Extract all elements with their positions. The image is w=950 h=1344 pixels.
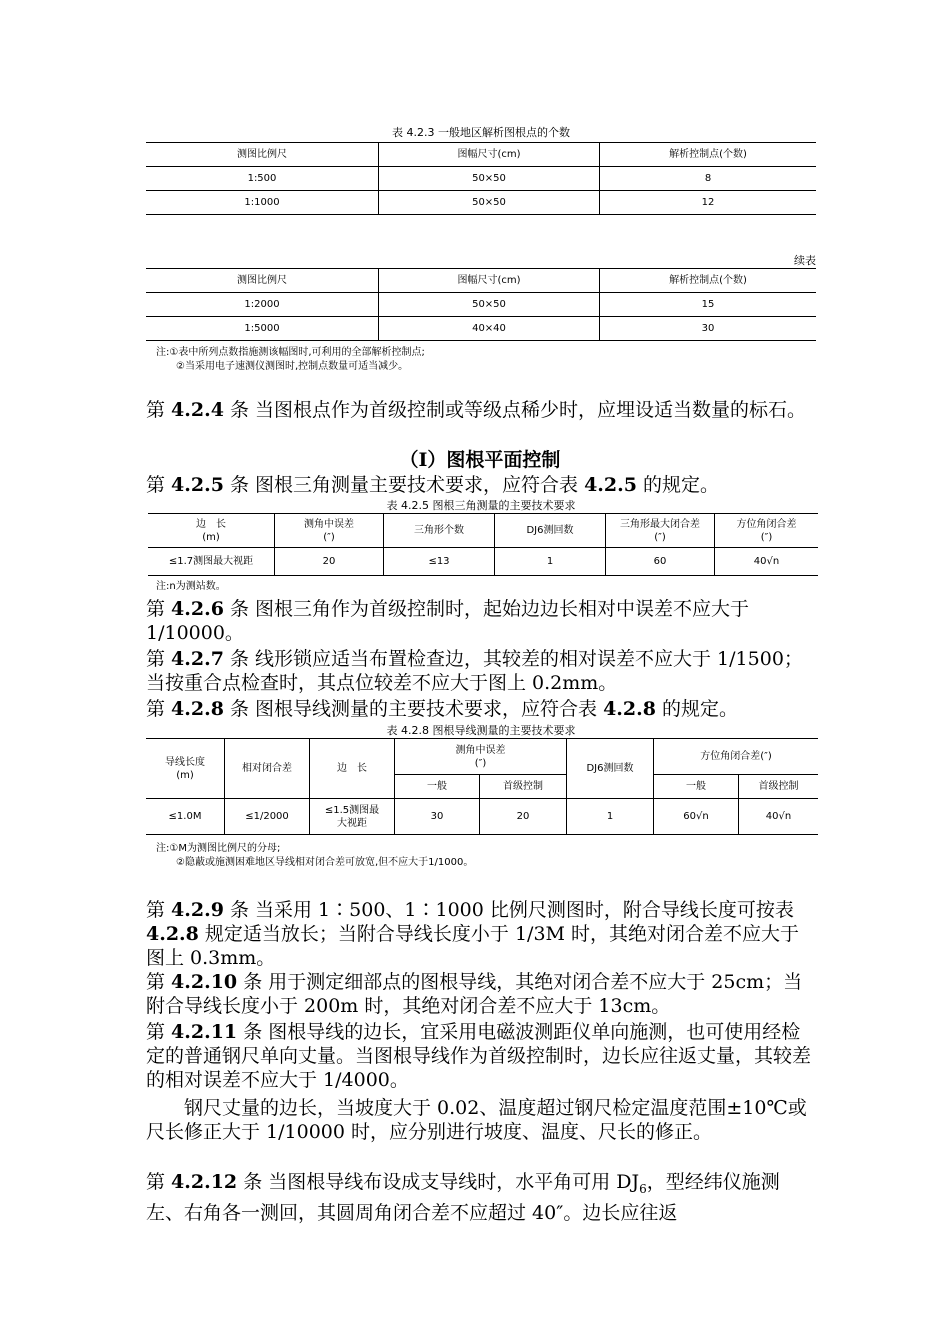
header-cell: 测角中误差 (″) xyxy=(395,739,567,775)
header-cell: 相对闭合差 xyxy=(225,739,310,799)
header-cell: 一般 xyxy=(654,775,739,799)
header-cell: 解析控制点(个数) xyxy=(600,143,817,167)
table-note: 注:①表中所列点数指施测该幅图时,可利用的全部解析控制点; xyxy=(156,347,425,358)
header-cell: 方位角闭合差 (″) xyxy=(715,514,819,548)
table-row xyxy=(146,799,818,835)
table-cell: 30 xyxy=(395,799,480,835)
header-cell: 解析控制点(个数) xyxy=(600,269,817,293)
table-cell: 50×50 xyxy=(379,191,600,215)
table-note: ②当采用电子速测仪测图时,控制点数量可适当减少。 xyxy=(176,361,409,372)
table-cell: 12 xyxy=(600,191,817,215)
table-4-2-5-caption: 表 4.2.5 图根三角测量的主要技术要求 xyxy=(386,499,576,512)
table-4-2-3-continued xyxy=(146,268,816,341)
table-cell: 50×50 xyxy=(379,293,600,317)
table-cell: 8 xyxy=(600,167,817,191)
table-header-row xyxy=(148,514,818,548)
table-note: ②隐蔽或施测困难地区导线相对闭合差可放宽,但不应大于1/1000。 xyxy=(176,857,474,868)
table-cell: 30 xyxy=(600,317,817,341)
table-note: 注:①M为测图比例尺的分母; xyxy=(156,843,281,854)
table-cell: 1:1000 xyxy=(244,197,280,208)
header-cell: 边 长 (m) xyxy=(196,518,226,543)
header-cell: 导线长度 (m) xyxy=(146,739,225,799)
table-row xyxy=(146,167,816,191)
table-cell: 50×50 xyxy=(379,167,600,191)
table-cell: ≤1.5测图最 大视距 xyxy=(310,799,395,835)
table-cell: 20 xyxy=(275,548,384,576)
table-cell: ≤13 xyxy=(384,548,495,576)
clause-4-2-10: 第 4.2.10 条 用于测定细部点的图根导线，其绝对闭合差不应大于 25cm；当附合导线长度小于 200m 时，其绝对闭合差不应大于 13cm。 xyxy=(146,971,803,1017)
header-cell: 测角中误差 (″) xyxy=(275,514,384,548)
header-cell: 图幅尺寸(cm) xyxy=(379,269,600,293)
table-row xyxy=(148,548,818,576)
table-4-2-5 xyxy=(148,513,818,576)
header-cell: DJ6测回数 xyxy=(495,514,606,548)
header-cell: 方位角闭合差(″) xyxy=(654,739,819,775)
header-cell: 三角形最大闭合差 (″) xyxy=(606,514,715,548)
table-row xyxy=(146,317,816,341)
table-cell: 20 xyxy=(480,799,567,835)
table-4-2-8-caption: 表 4.2.8 图根导线测量的主要技术要求 xyxy=(386,724,576,737)
table-cell: 1:5000 xyxy=(244,323,280,334)
table-note: 注:n为测站数。 xyxy=(156,581,226,592)
section-heading: （Ⅰ）图根平面控制 xyxy=(399,449,561,471)
table-cell: 60 xyxy=(606,548,715,576)
table-cell: 15 xyxy=(600,293,817,317)
header-cell: 图幅尺寸(cm) xyxy=(379,143,600,167)
header-cell: DJ6测回数 xyxy=(567,739,654,799)
table-cell: ≤1/2000 xyxy=(225,799,310,835)
clause-4-2-12: 第 4.2.12 条 当图根导线布设成支导线时，水平角可用 $DJ_6$，型经纬仪施测左、右角各一测回，其圆周角闭合差不应超过 40″。边长应往返 xyxy=(146,1171,780,1224)
header-cell: 边 长 xyxy=(310,739,395,799)
table-row xyxy=(146,293,816,317)
continued-label: 续表 xyxy=(794,254,816,267)
clause-4-2-5: 第 4.2.5 条 图根三角测量主要技术要求，应符合表 4.2.5 的规定。 xyxy=(146,474,719,496)
table-cell: ≤1.0M xyxy=(168,811,202,822)
header-cell: 一般 xyxy=(395,775,480,799)
table-cell: ≤1.7测图最大视距 xyxy=(168,556,254,567)
table-cell: 1:500 xyxy=(247,173,277,184)
header-cell: 测图比例尺 xyxy=(237,275,287,286)
table-row xyxy=(146,191,816,215)
table-4-2-3 xyxy=(146,142,816,215)
header-cell: 首级控制 xyxy=(739,775,819,799)
clause-4-2-4: 第 4.2.4 条 当图根点作为首级控制或等级点稀少时，应埋设适当数量的标石。 xyxy=(146,399,807,421)
table-header-row xyxy=(146,269,816,293)
table-cell: 60√n xyxy=(654,799,739,835)
clause-4-2-7: 第 4.2.7 条 线形锁应适当布置检查边，其较差的相对误差不应大于 1/1500；当按重合点检查时，其点位较差不应大于图上 0.2mm。 xyxy=(146,648,803,694)
clause-4-2-11-paragraph: 钢尺丈量的边长，当坡度大于 0.02、温度超过钢尺检定温度范围±10℃或尺长修正大于 1/10000 时，应分别进行坡度、温度、尺长的修正。 xyxy=(146,1097,807,1143)
clause-4-2-8: 第 4.2.8 条 图根导线测量的主要技术要求，应符合表 4.2.8 的规定。 xyxy=(146,698,738,720)
clause-4-2-9: 第 4.2.9 条 当采用 1∶500、1∶1000 比例尺测图时，附合导线长度可按表 4.2.8 规定适当放长；当附合导线长度小于 1/3M 时，其绝对闭合差不应大于图上 0.3mm。 xyxy=(146,899,800,969)
table-4-2-3-caption: 表 4.2.3 一般地区解析图根点的个数 xyxy=(392,126,570,139)
table-cell: 40√n xyxy=(739,799,819,835)
clause-4-2-6: 第 4.2.6 条 图根三角作为首级控制时，起始边边长相对中误差不应大于 1/10000。 xyxy=(146,598,750,644)
table-header-row xyxy=(146,739,818,775)
table-header-row xyxy=(146,143,816,167)
header-cell: 三角形个数 xyxy=(384,514,495,548)
table-cell: 1:2000 xyxy=(244,299,280,310)
table-cell: 1 xyxy=(495,548,606,576)
table-cell: 40×40 xyxy=(379,317,600,341)
header-cell: 首级控制 xyxy=(480,775,567,799)
header-cell: 测图比例尺 xyxy=(237,149,287,160)
clause-4-2-11: 第 4.2.11 条 图根导线的边长，宜采用电磁波测距仪单向施测，也可使用经检定的普通钢尺单向丈量。当图根导线作为首级控制时，边长应往返丈量，其较差的相对误差不应大于 1/4000。 xyxy=(146,1021,812,1091)
table-cell: 40√n xyxy=(715,548,819,576)
table-4-2-8 xyxy=(146,738,818,835)
table-cell: 1 xyxy=(567,799,654,835)
